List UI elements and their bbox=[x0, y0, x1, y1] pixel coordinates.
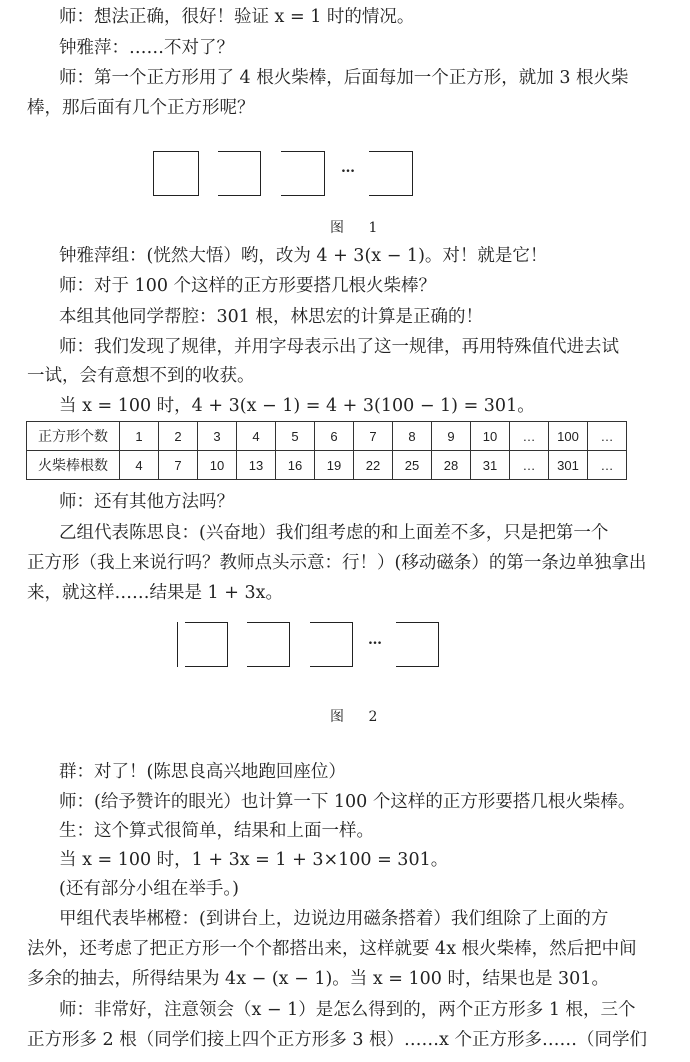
table-header: 火柴棒根数 bbox=[27, 451, 120, 480]
table-cell: … bbox=[510, 422, 549, 451]
table-cell: 31 bbox=[471, 451, 510, 480]
table-cell: 1 bbox=[120, 422, 159, 451]
line-22: 多余的抽去，所得结果为 4x − (x − 1)。当 x = 100 时，结果也是 301。 bbox=[27, 969, 609, 989]
table-cell: 5 bbox=[276, 422, 315, 451]
table-cell: … bbox=[588, 422, 627, 451]
line-21: 法外，还考虑了把正方形一个个都搭出来，这样就要 4x 根火柴棒，然后把中间 bbox=[27, 939, 637, 959]
square-last bbox=[369, 151, 413, 196]
table-cell: … bbox=[588, 451, 627, 480]
table-cell: 10 bbox=[471, 422, 510, 451]
square-3 bbox=[310, 622, 353, 667]
square-2 bbox=[247, 622, 290, 667]
table-cell: 13 bbox=[237, 451, 276, 480]
table-cell: 4 bbox=[120, 451, 159, 480]
square-1 bbox=[153, 151, 199, 196]
table-cell: 25 bbox=[393, 451, 432, 480]
table-cell: 7 bbox=[159, 451, 198, 480]
line-8: 师：我们发现了规律，并用字母表示出了这一规律，再用特殊值代进去试 bbox=[59, 337, 619, 357]
line-4: 棒，那后面有几个正方形呢？ bbox=[27, 98, 255, 118]
table-cell: 16 bbox=[276, 451, 315, 480]
table-cell: 100 bbox=[549, 422, 588, 451]
table-header: 正方形个数 bbox=[27, 422, 120, 451]
line-1: 师：想法正确，很好！验证 x = 1 时的情况。 bbox=[59, 7, 415, 27]
line-17: 生：这个算式很简单，结果和上面一样。 bbox=[59, 821, 374, 841]
line-3: 师：第一个正方形用了 4 根火柴棒，后面每加一个正方形，就加 3 根火柴 bbox=[59, 68, 629, 88]
line-7: 本组其他同学帮腔：301 根，林思宏的计算是正确的！ bbox=[59, 307, 483, 327]
line-18: 当 x = 100 时，1 + 3x = 1 + 3×100 = 301。 bbox=[59, 850, 449, 870]
line-9: 一试，会有意想不到的收获。 bbox=[27, 366, 255, 386]
square-2 bbox=[218, 151, 261, 196]
table-cell: … bbox=[510, 451, 549, 480]
table-cell: 19 bbox=[315, 451, 354, 480]
line-5: 钟雅萍组：(恍然大悟）哟，改为 4 + 3(x − 1)。对！就是它！ bbox=[59, 246, 548, 266]
line-23: 师：非常好，注意领会（x − 1）是怎么得到的，两个正方形多 1 根，三个 bbox=[59, 1000, 636, 1020]
table-row bbox=[27, 451, 627, 480]
table-cell: 22 bbox=[354, 451, 393, 480]
square-last bbox=[396, 622, 439, 667]
table-cell: 28 bbox=[432, 451, 471, 480]
line-6: 师：对于 100 个这样的正方形要搭几根火柴棒？ bbox=[59, 276, 437, 296]
table-cell: 2 bbox=[159, 422, 198, 451]
line-19: (还有部分小组在举手。) bbox=[59, 879, 239, 899]
line-10: 当 x = 100 时，4 + 3(x − 1) = 4 + 3(100 − 1) = 301。 bbox=[59, 396, 535, 416]
line-11: 师：还有其他方法吗？ bbox=[59, 492, 234, 512]
table-cell: 8 bbox=[393, 422, 432, 451]
line-24: 正方形多 2 根（同学们接上四个正方形多 3 根）……x 个正方形多……（同学们 bbox=[27, 1030, 647, 1050]
line-15: 群：对了！(陈思良高兴地跑回座位） bbox=[59, 762, 346, 782]
table-cell: 9 bbox=[432, 422, 471, 451]
line-14: 来，就这样……结果是 1 + 3x。 bbox=[27, 583, 283, 603]
line-13: 正方形（我上来说行吗？教师点头示意：行！）(移动磁条）的第一条边单独拿出 bbox=[27, 553, 647, 573]
table-cell: 10 bbox=[198, 451, 237, 480]
table-cell: 4 bbox=[237, 422, 276, 451]
line-20: 甲组代表毕郴橙：(到讲台上，边说边用磁条搭着）我们组除了上面的方 bbox=[59, 909, 609, 929]
line-16: 师：(给予赞许的眼光）也计算一下 100 个这样的正方形要搭几根火柴棒。 bbox=[59, 792, 636, 812]
data-table bbox=[26, 421, 627, 480]
figure-2-caption: 图 2 bbox=[330, 709, 388, 725]
line-2: 钟雅萍：……不对了？ bbox=[59, 38, 234, 58]
first-edge bbox=[177, 622, 181, 667]
square-1 bbox=[185, 622, 228, 667]
table-cell: 3 bbox=[198, 422, 237, 451]
table-row bbox=[27, 422, 627, 451]
ellipsis: … bbox=[368, 632, 382, 648]
table-cell: 6 bbox=[315, 422, 354, 451]
table-cell: 7 bbox=[354, 422, 393, 451]
table-cell: 301 bbox=[549, 451, 588, 480]
line-12: 乙组代表陈思良：(兴奋地）我们组考虑的和上面差不多，只是把第一个 bbox=[59, 523, 609, 543]
square-3 bbox=[281, 151, 325, 196]
figure-1-caption: 图 1 bbox=[330, 220, 388, 236]
ellipsis: … bbox=[341, 160, 355, 176]
